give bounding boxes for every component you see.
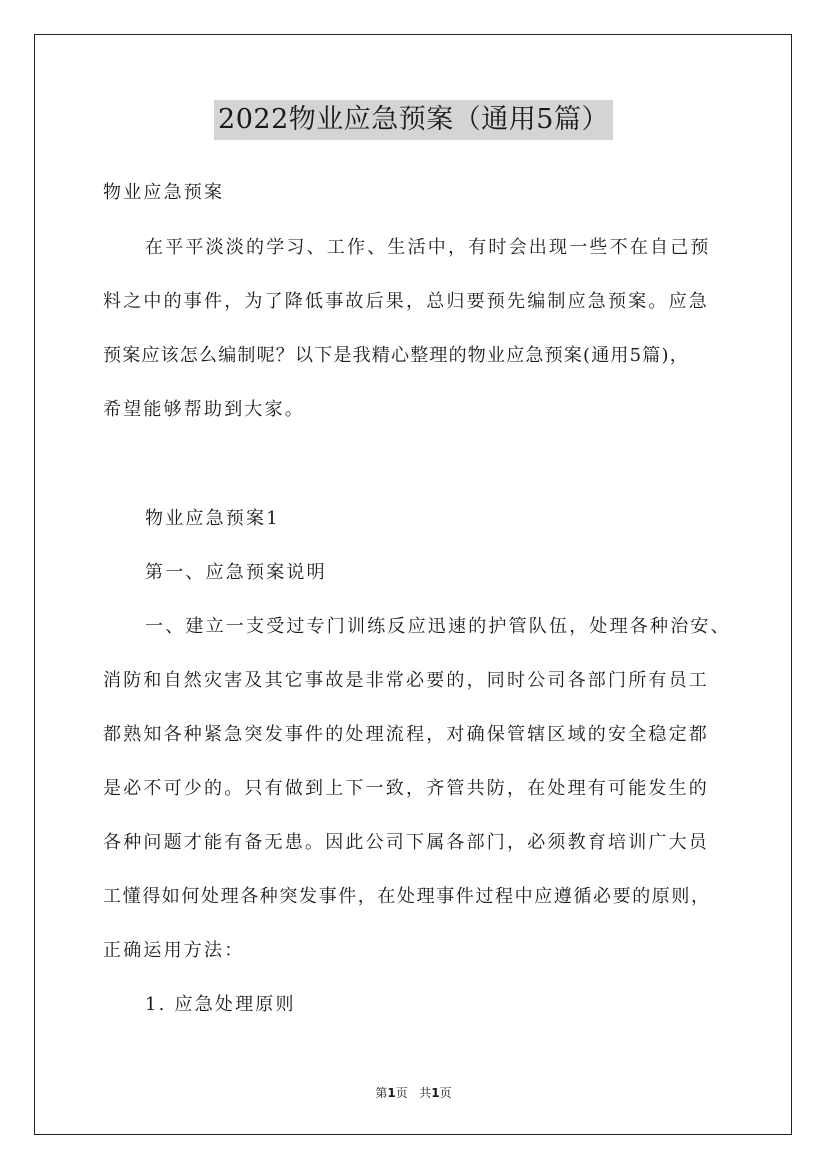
section-heading: 物业应急预案 <box>103 182 225 203</box>
intro-line: 希望能够帮助到大家。 <box>103 399 305 420</box>
body-line: 都熟知各种紧急突发事件的处理流程，对确保管辖区域的安全稳定都 <box>103 724 709 745</box>
footer-total-suffix: 页 <box>439 1086 452 1100</box>
footer-total-number: 1 <box>431 1086 440 1100</box>
body-line: 是必不可少的。只有做到上下一致，齐管共防，在处理有可能发生的 <box>103 778 709 799</box>
subheading-plan-1: 物业应急预案1 <box>145 508 280 529</box>
intro-line: 在平平淡淡的学习、工作、生活中，有时会出现一些不在自己预 <box>145 237 711 258</box>
footer-page-number: 1 <box>387 1086 396 1100</box>
subheading-principles: 1. 应急处理原则 <box>145 994 296 1015</box>
title-container <box>0 100 827 140</box>
subheading-plan-description: 第一、应急预案说明 <box>145 562 327 583</box>
body-line: 消防和自然灾害及其它事故是非常必要的，同时公司各部门所有员工 <box>103 670 709 691</box>
body-line: 工懂得如何处理各种突发事件，在处理事件过程中应遵循必要的原则， <box>103 886 711 907</box>
footer-page-suffix: 页 <box>395 1086 408 1100</box>
body-line: 各种问题才能有备无患。因此公司下属各部门，必须教育培训广大员 <box>103 832 709 853</box>
page-footer <box>0 1084 827 1101</box>
footer-total-prefix: 共 <box>419 1086 432 1100</box>
body-line: 正确运用方法： <box>103 940 245 961</box>
footer-page-prefix: 第 <box>375 1086 388 1100</box>
intro-line: 预案应该怎么编制呢？以下是我精心整理的物业应急预案(通用5篇)， <box>103 345 689 366</box>
intro-line: 料之中的事件，为了降低事故后果，总归要预先编制应急预案。应急 <box>103 291 709 312</box>
body-line: 一、建立一支受过专门训练反应迅速的护管队伍，处理各种治安、 <box>145 616 731 637</box>
document-title: 2022物业应急预案（通用5篇） <box>214 100 613 140</box>
